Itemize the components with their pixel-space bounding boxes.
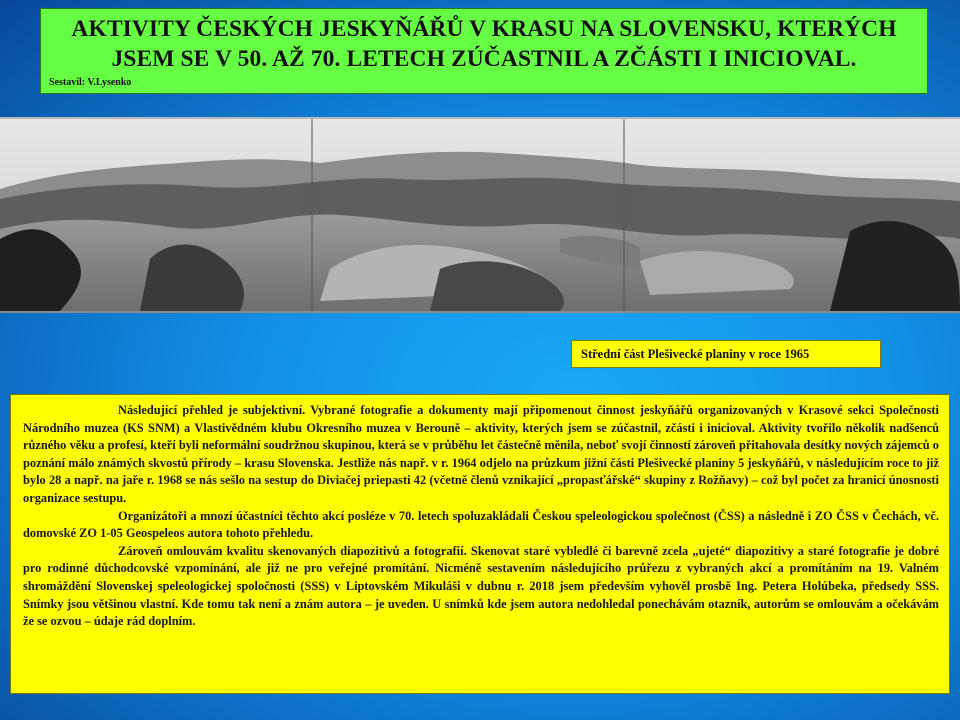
author-credit: Sestavil: V.Lysenko (49, 77, 132, 88)
panorama-landscape-image (0, 119, 960, 311)
page-title: AKTIVITY ČESKÝCH JESKYŇÁŘŮ V KRASU NA SLOVENSKU, KTERÝCH JSEM SE V 50. AŽ 70. LETECH ZÚČASTNIL A ZČÁSTI I INICIOVAL. (71, 16, 897, 72)
panorama-photo (0, 117, 960, 313)
photo-caption: Střední část Plešivecké planiny v roce 1965 (571, 340, 881, 368)
intro-paragraph-2: Organizátoři a mnozí účastníci těchto akcí posléze v 70. letech spoluzakládali Českou speleologickou společnost (ČSS) a následně i ZO ČSS v Čechách, vč. domovské ZO 1-05 Geospeleos autora tohoto přehledu. (23, 508, 939, 541)
intro-paragraph-1: Následující přehled je subjektivní. Vybrané fotografie a dokumenty mají připomenout činnost jeskyňářů organizovaných v Krasové sekci Společnosti Národního muzea (KS SNM) a Vlastivědném klubu Okresního muzea v Berouně – aktivity, kterých jsem se zúčastnil, zčásti i inicioval. Aktivity tvořilo několik nadšenců různého věku a profesí, kteří byli neformální soudržnou skupinou, která se v průběhu let částečně měnila, neboť svojí činností zároveň přitahovala desítky nových zájemců o poznání málo známých skvostů přírody – krasu Slovenska. Jestliže nás např. v r. 1964 odjelo na průzkum jižní části Plešivecké planiny 5 jeskyňářů, v následujícím roce to již bylo 28 a např. na jaře r. 1968 se nás sešlo na sestup do Diviačej priepasti 42 (včetně členů vznikající „propasťářské“ skupiny z Rožňavy) – což byl počet za hranicí únosnosti organizace sestupu. (23, 403, 939, 505)
title-box (40, 8, 928, 94)
intro-text-box (10, 394, 950, 694)
intro-paragraph-3: Zároveň omlouvám kvalitu skenovaných diapozitivů a fotografií. Skenovat staré vybledlé či barevně zcela „ujeté“ diapozitivy a staré fotografie je dobré pro rodinné důchodcovské vzpomínání, ale již ne pro veřejné promítání. Nicméně sestavením následujícího průřezu z vybraných akcí a promítáním na 19. Valném shromáždění Slovenskej speleologickej spoločnosti (SSS) v Liptovském Mikuláši v dubnu r. 2018 jsem především vyhověl prosbě Ing. Petera Holúbeka, předsedy SSS. Snímky jsou většinou vlastní. Kde tomu tak není a znám autora – je uveden. U snímků kde jsem autora nedohledal ponechávám otazník, autorům se omlouvám a očekávám že se ozvou – údaje rád doplním. (23, 543, 939, 629)
